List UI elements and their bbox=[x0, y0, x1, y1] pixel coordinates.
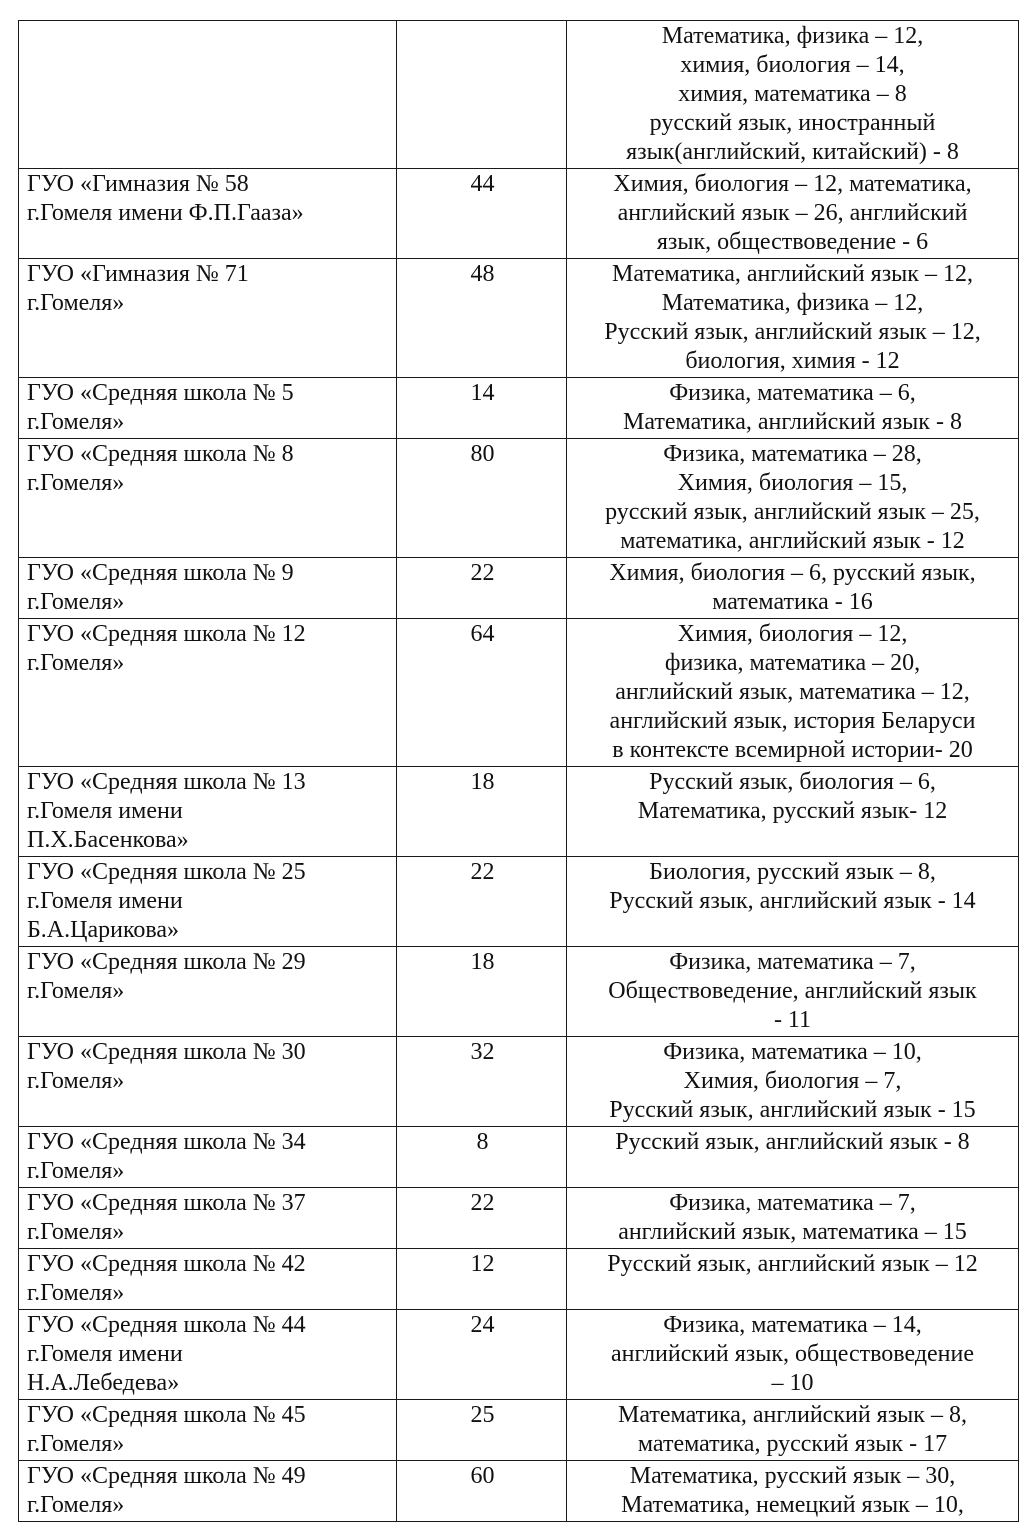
school-name-line: г.Гомеля» bbox=[27, 978, 125, 1004]
subject-line: физика, математика – 20, bbox=[664, 650, 921, 676]
subject-line: английский язык, математика – 15 bbox=[618, 1219, 967, 1245]
subject-line: Математика, английский язык - 8 bbox=[623, 409, 962, 435]
subject-line: математика, русский язык - 17 bbox=[637, 1431, 948, 1457]
subject-line: биология, химия - 12 bbox=[685, 348, 900, 374]
subject-line: Физика, математика – 7, bbox=[669, 1190, 916, 1216]
school-name-line: г.Гомеля имени bbox=[27, 888, 183, 914]
table-row bbox=[19, 1249, 1019, 1310]
school-name-line: г.Гомеля» bbox=[27, 1431, 125, 1457]
subject-line: Физика, математика – 28, bbox=[663, 441, 922, 467]
places-count-cell: 18 bbox=[397, 767, 567, 857]
subject-line: Физика, математика – 14, bbox=[663, 1312, 922, 1338]
schools-table bbox=[18, 20, 1019, 1522]
school-name-cell bbox=[19, 857, 397, 947]
places-count-cell: 32 bbox=[397, 1037, 567, 1127]
subject-line: математика, английский язык - 12 bbox=[620, 528, 965, 554]
subject-line: Математика, русский язык – 30, bbox=[629, 1463, 956, 1489]
places-count-cell: 80 bbox=[397, 439, 567, 558]
subject-line: Химия, биология – 7, bbox=[683, 1068, 902, 1094]
subject-line: Физика, математика – 6, bbox=[669, 380, 916, 406]
subjects-cell bbox=[567, 1127, 1019, 1188]
school-name-line: ГУО «Средняя школа № 44 bbox=[27, 1312, 306, 1338]
school-name-line: ГУО «Средняя школа № 37 bbox=[27, 1190, 306, 1216]
school-name-line: П.Х.Басенкова» bbox=[27, 827, 189, 853]
places-count-cell: 14 bbox=[397, 378, 567, 439]
table-row bbox=[19, 1461, 1019, 1522]
subjects-cell bbox=[567, 1249, 1019, 1310]
subject-line: Химия, биология – 12, bbox=[677, 621, 908, 647]
table-row bbox=[19, 1310, 1019, 1400]
subjects-cell bbox=[567, 1037, 1019, 1127]
subject-line: математика - 16 bbox=[712, 589, 873, 615]
subject-line: в контексте всемирной истории- 20 bbox=[612, 737, 973, 763]
subject-line: русский язык, английский язык – 25, bbox=[605, 499, 980, 525]
school-name-line: ГУО «Средняя школа № 30 bbox=[27, 1039, 306, 1065]
school-name-line: г.Гомеля» bbox=[27, 1219, 125, 1245]
subject-line: Русский язык, английский язык - 8 bbox=[615, 1129, 970, 1155]
subject-line: химия, математика – 8 bbox=[678, 81, 907, 107]
subject-line: английский язык, математика – 12, bbox=[615, 679, 970, 705]
subject-line: английский язык, обществоведение bbox=[610, 1341, 975, 1367]
school-name-line: ГУО «Гимназия № 71 bbox=[27, 261, 249, 287]
school-name-line: ГУО «Средняя школа № 12 bbox=[27, 621, 306, 647]
subject-line: Биология, русский язык – 8, bbox=[649, 859, 936, 885]
school-name-line: г.Гомеля» bbox=[27, 1158, 125, 1184]
subject-line: Физика, математика – 10, bbox=[663, 1039, 922, 1065]
subject-line: Физика, математика – 7, bbox=[669, 949, 916, 975]
table-row bbox=[19, 1400, 1019, 1461]
school-name-line: г.Гомеля» bbox=[27, 409, 125, 435]
places-count-cell: 12 bbox=[397, 1249, 567, 1310]
school-name-cell bbox=[19, 21, 397, 169]
places-count-cell: 44 bbox=[397, 169, 567, 259]
school-name-line: г.Гомеля» bbox=[27, 470, 125, 496]
school-name-cell bbox=[19, 259, 397, 378]
subject-line: язык, обществоведение - 6 bbox=[656, 229, 929, 255]
school-name-cell bbox=[19, 1400, 397, 1461]
table-row bbox=[19, 378, 1019, 439]
places-count-cell: 25 bbox=[397, 1400, 567, 1461]
school-name-line: Н.А.Лебедева» bbox=[27, 1370, 180, 1396]
subject-line: Русский язык, английский язык - 14 bbox=[609, 888, 976, 914]
school-name-cell bbox=[19, 558, 397, 619]
school-name-line: ГУО «Средняя школа № 42 bbox=[27, 1251, 306, 1277]
places-count-cell: 18 bbox=[397, 947, 567, 1037]
table-row bbox=[19, 558, 1019, 619]
table-body bbox=[19, 21, 1019, 1522]
subject-line: Химия, биология – 6, русский язык, bbox=[609, 560, 976, 586]
school-name-cell bbox=[19, 1127, 397, 1188]
school-name-line: г.Гомеля» bbox=[27, 1068, 125, 1094]
table-row bbox=[19, 21, 1019, 169]
school-name-cell bbox=[19, 439, 397, 558]
school-name-cell bbox=[19, 947, 397, 1037]
school-name-cell bbox=[19, 1249, 397, 1310]
subject-line: Математика, физика – 12, bbox=[661, 23, 924, 49]
school-name-cell bbox=[19, 1310, 397, 1400]
school-name-line: г.Гомеля» bbox=[27, 1280, 125, 1306]
subjects-cell bbox=[567, 169, 1019, 259]
subject-line: Русский язык, английский язык – 12, bbox=[604, 319, 981, 345]
school-name-line: ГУО «Средняя школа № 45 bbox=[27, 1402, 306, 1428]
table-row bbox=[19, 1037, 1019, 1127]
subjects-cell bbox=[567, 857, 1019, 947]
subject-line: Математика, английский язык – 12, bbox=[612, 261, 973, 287]
school-name-line: г.Гомеля имени bbox=[27, 1341, 183, 1367]
subjects-cell bbox=[567, 1188, 1019, 1249]
subject-line: Математика, русский язык- 12 bbox=[637, 798, 948, 824]
places-count-cell: 48 bbox=[397, 259, 567, 378]
subjects-cell bbox=[567, 947, 1019, 1037]
subject-line: Математика, физика – 12, bbox=[661, 290, 924, 316]
school-name-cell bbox=[19, 619, 397, 767]
school-name-line: ГУО «Средняя школа № 8 bbox=[27, 441, 294, 467]
subject-line: Химия, биология – 12, математика, bbox=[613, 171, 972, 197]
table-row bbox=[19, 767, 1019, 857]
subject-line: русский язык, иностранный bbox=[649, 110, 936, 136]
school-name-line: г.Гомеля» bbox=[27, 650, 125, 676]
subjects-cell bbox=[567, 378, 1019, 439]
subject-line: Обществоведение, английский язык bbox=[608, 978, 977, 1004]
subject-line: Химия, биология – 15, bbox=[677, 470, 908, 496]
school-name-line: ГУО «Средняя школа № 9 bbox=[27, 560, 294, 586]
school-name-cell bbox=[19, 378, 397, 439]
subject-line: Русский язык, английский язык – 12 bbox=[607, 1251, 978, 1277]
subjects-cell bbox=[567, 767, 1019, 857]
table-row bbox=[19, 439, 1019, 558]
school-name-line: ГУО «Средняя школа № 29 bbox=[27, 949, 306, 975]
school-name-line: г.Гомеля» bbox=[27, 290, 125, 316]
subjects-cell bbox=[567, 558, 1019, 619]
subject-line: – 10 bbox=[771, 1370, 814, 1396]
table-row bbox=[19, 619, 1019, 767]
school-name-line: ГУО «Гимназия № 58 bbox=[27, 171, 249, 197]
subject-line: английский язык, история Беларуси bbox=[609, 708, 976, 734]
places-count-cell: 24 bbox=[397, 1310, 567, 1400]
places-count-cell: 60 bbox=[397, 1461, 567, 1522]
school-name-line: Б.А.Царикова» bbox=[27, 917, 180, 943]
subject-line: - 11 bbox=[773, 1007, 812, 1033]
subjects-cell bbox=[567, 619, 1019, 767]
school-name-cell bbox=[19, 169, 397, 259]
subjects-cell bbox=[567, 1400, 1019, 1461]
places-count-cell: 22 bbox=[397, 1188, 567, 1249]
subjects-cell bbox=[567, 439, 1019, 558]
places-count-cell bbox=[397, 21, 567, 169]
table-row bbox=[19, 947, 1019, 1037]
subject-line: Русский язык, английский язык - 15 bbox=[609, 1097, 976, 1123]
school-name-cell bbox=[19, 1037, 397, 1127]
document-page bbox=[18, 20, 1018, 1522]
places-count-cell: 22 bbox=[397, 558, 567, 619]
subjects-cell bbox=[567, 1461, 1019, 1522]
school-name-cell bbox=[19, 1461, 397, 1522]
school-name-line: г.Гомеля имени bbox=[27, 798, 183, 824]
school-name-line: ГУО «Средняя школа № 5 bbox=[27, 380, 294, 406]
school-name-line: ГУО «Средняя школа № 13 bbox=[27, 769, 306, 795]
subject-line: Математика, немецкий язык – 10, bbox=[621, 1492, 964, 1518]
school-name-line: г.Гомеля» bbox=[27, 1492, 125, 1518]
subjects-cell bbox=[567, 259, 1019, 378]
school-name-line: ГУО «Средняя школа № 25 bbox=[27, 859, 306, 885]
school-name-line: ГУО «Средняя школа № 34 bbox=[27, 1129, 306, 1155]
table-row bbox=[19, 259, 1019, 378]
table-row bbox=[19, 169, 1019, 259]
subject-line: английский язык – 26, английский bbox=[617, 200, 968, 226]
school-name-cell bbox=[19, 1188, 397, 1249]
school-name-line: ГУО «Средняя школа № 49 bbox=[27, 1463, 306, 1489]
school-name-line: г.Гомеля» bbox=[27, 589, 125, 615]
table-row bbox=[19, 1127, 1019, 1188]
subject-line: Русский язык, биология – 6, bbox=[649, 769, 936, 795]
table-row bbox=[19, 857, 1019, 947]
places-count-cell: 8 bbox=[397, 1127, 567, 1188]
subjects-cell bbox=[567, 21, 1019, 169]
table-row bbox=[19, 1188, 1019, 1249]
school-name-line: г.Гомеля имени Ф.П.Гааза» bbox=[27, 200, 304, 226]
subject-line: язык(английский, китайский) - 8 bbox=[626, 139, 959, 165]
subjects-cell bbox=[567, 1310, 1019, 1400]
subject-line: химия, биология – 14, bbox=[680, 52, 905, 78]
places-count-cell: 22 bbox=[397, 857, 567, 947]
places-count-cell: 64 bbox=[397, 619, 567, 767]
school-name-cell bbox=[19, 767, 397, 857]
subject-line: Математика, английский язык – 8, bbox=[618, 1402, 967, 1428]
